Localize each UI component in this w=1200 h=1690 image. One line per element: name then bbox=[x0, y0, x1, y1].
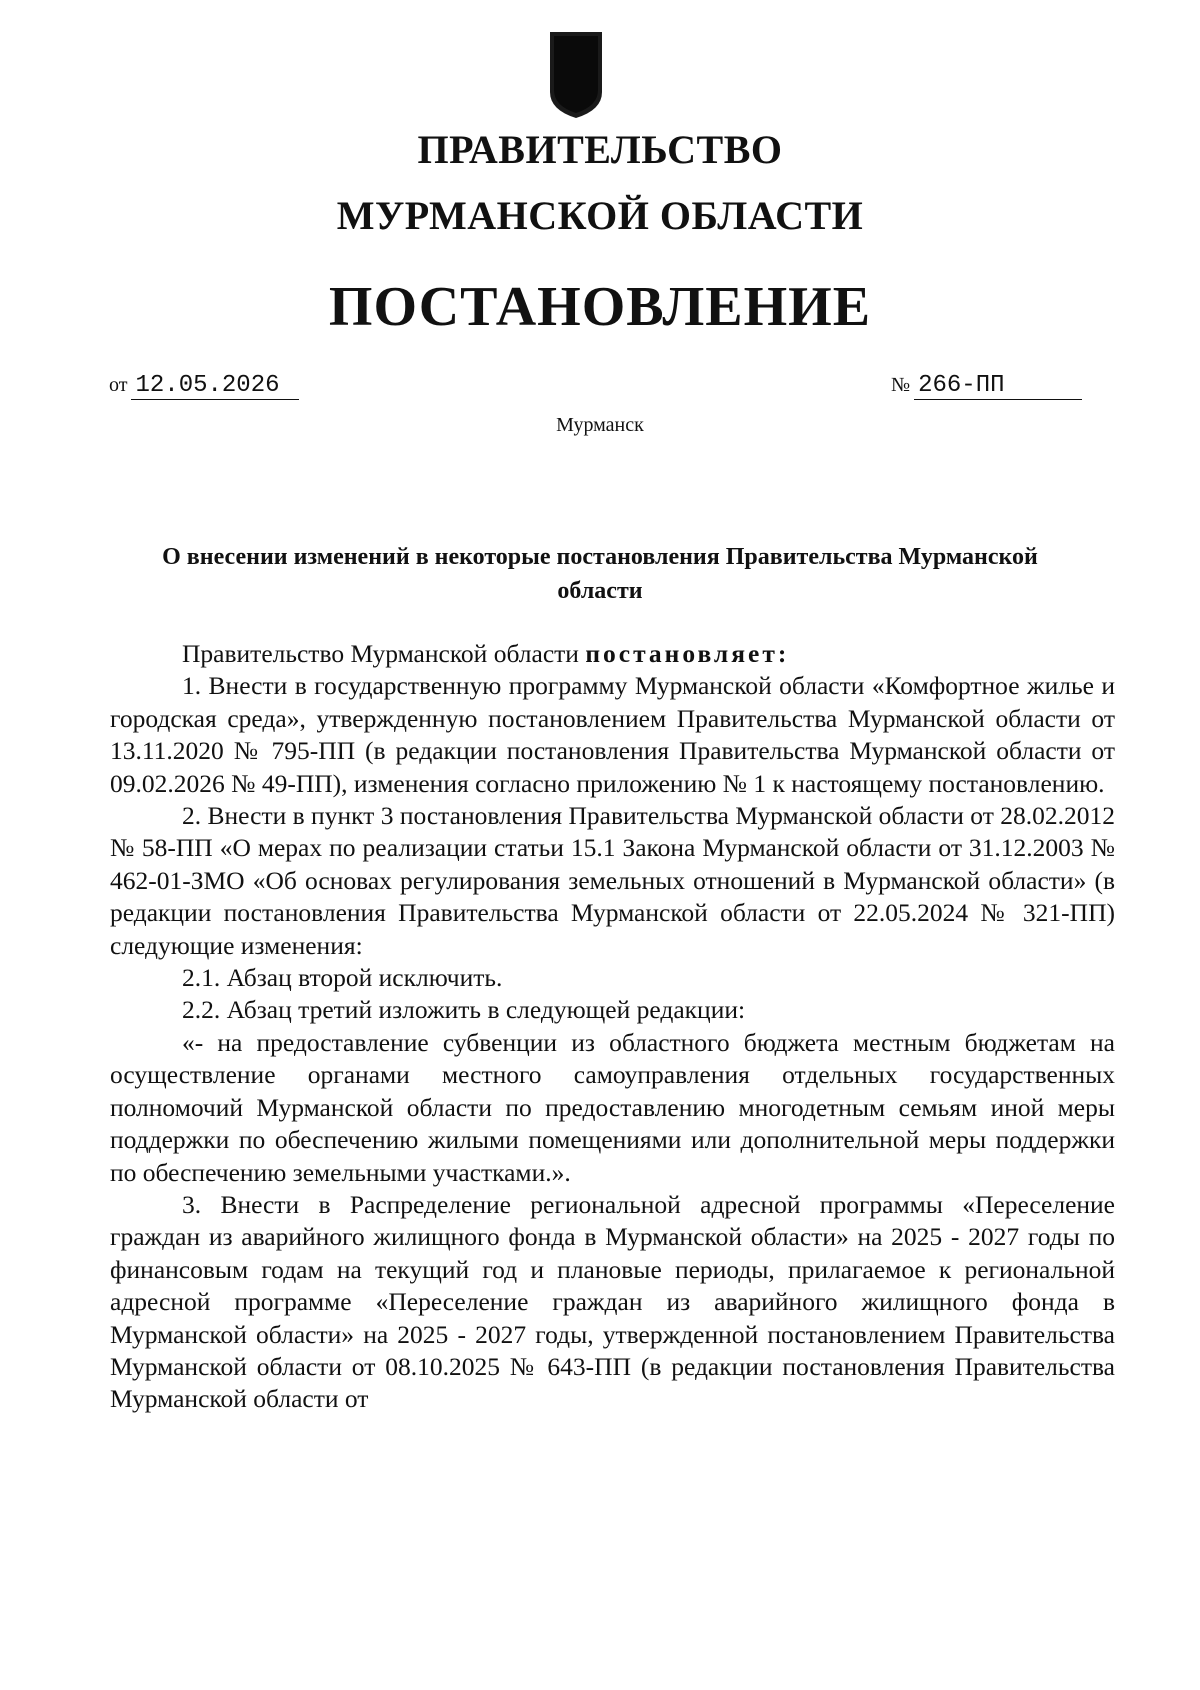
document-number bbox=[891, 372, 1082, 400]
date-label: от bbox=[109, 374, 128, 396]
intro-verb: постановляет: bbox=[585, 639, 790, 668]
intro-paragraph bbox=[110, 638, 1115, 670]
body-paragraph-2-1: 2.1. Абзац второй исключить. bbox=[182, 963, 503, 993]
city-name: Мурманск bbox=[556, 414, 644, 436]
body-paragraph-quote: «- на предоставление субвенции из областного бюджета местным бюджетам на осуществление органами местного самоуправления отдельных государственных полномочий Мурманской области по предоставлению многодетным семьям иной меры поддержки по обеспечению жилыми помещениями или дополнительной меры поддержки по обеспечению земельными участками.». bbox=[110, 1027, 1115, 1187]
date-value: 12.05.2026 bbox=[131, 372, 299, 400]
document-subject: О внесении изменений в некоторые постановления Правительства Мурманской области bbox=[162, 544, 1038, 604]
organization-name-line-1: ПРАВИТЕЛЬСТВО bbox=[417, 127, 783, 172]
body-paragraph-2-2: 2.2. Абзац третий изложить в следующей редакции: bbox=[182, 995, 746, 1025]
body-paragraph-3: 3. Внести в Распределение региональной адресной программы «Переселение граждан из аварийного жилищного фонда в Мурманской области» на 2025 - 2027 годы по финансовым годам на текущий год и плановые периоды, прилагаемое к региональной адресной программе «Переселение граждан из аварийного жилищного фонда в Мурманской области» на 2025 - 2027 годы, утвержденной постановлением Правительства Мурманской области от 08.10.2025 № 643-ПП (в редакции постановления Правительства Мурманской области от bbox=[110, 1189, 1115, 1414]
body-paragraph-1: 1. Внести в государственную программу Мурманской области «Комфортное жилье и городская среда», утвержденную постановлением Правительства Мурманской области от 13.11.2020 № 795-ПП (в редакции постановления Правительства Мурманской области от 09.02.2026 № 49-ПП), изменения согласно приложению № 1 к настоящему постановлению. bbox=[110, 671, 1115, 798]
number-value: 266-ПП bbox=[914, 372, 1082, 400]
organization-name-line-2: МУРМАНСКОЙ ОБЛАСТИ bbox=[336, 193, 864, 238]
intro-prefix: Правительство Мурманской области bbox=[182, 639, 586, 668]
document-date bbox=[109, 372, 299, 400]
coat-of-arms-icon bbox=[548, 30, 604, 120]
document-type-title: ПОСТАНОВЛЕНИЕ bbox=[328, 276, 872, 338]
body-paragraph-2: 2. Внести в пункт 3 постановления Правительства Мурманской области от 28.02.2012 № 58-ПП «О мерах по реализации статьи 15.1 Закона Мурманской области от 31.12.2003 № 462-01-ЗМО «Об основах регулирования земельных отношений в Мурманской области» (в редакции постановления Правительства Мурманской области от 22.05.2024 № 321-ПП) следующие изменения: bbox=[110, 801, 1115, 960]
number-label: № bbox=[891, 374, 911, 396]
document-body bbox=[110, 638, 1115, 1416]
